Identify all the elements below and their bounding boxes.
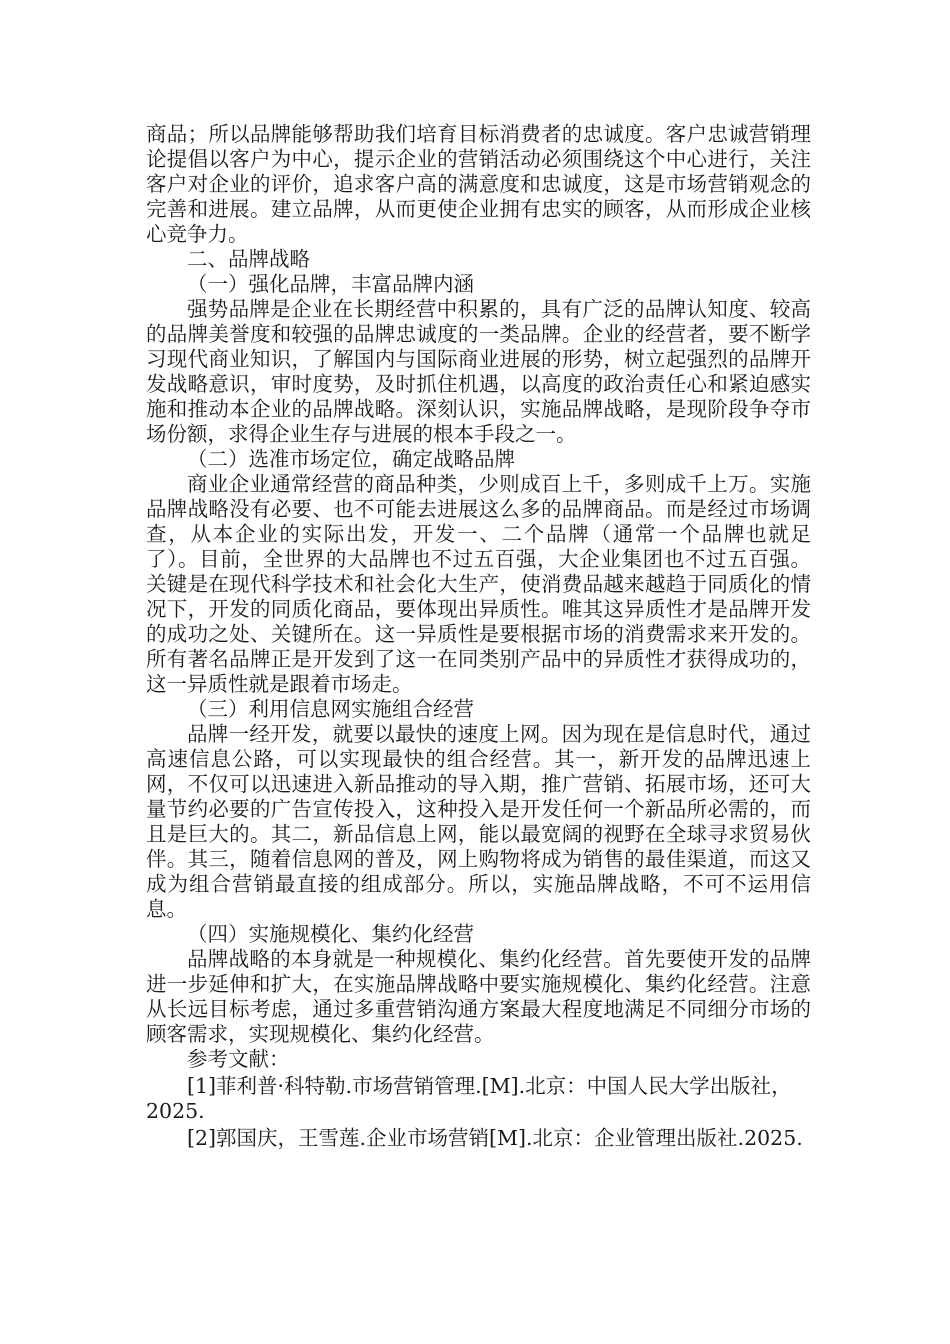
subsection-title-4: （四）实施规模化、集约化经营 (187, 922, 474, 946)
reference-item-2: [2]郭国庆，王雪莲.企业市场营销[M].北京：企业管理出版社.2025. (187, 1126, 803, 1150)
subsection-title-3: （三）利用信息网实施组合经营 (187, 697, 474, 721)
subsection-body-3: 品牌一经开发，就要以最快的速度上网。因为现在是信息时代，通过高速信息公路，可以实现最快的组合经营。其一，新开发的品牌迅速上网，不仅可以迅速进入新品推动的导入期，推广营销、拓展市场，还可大量节约必要的广告宣传投入，这种投入是开发任何一个新品所必需的，而且是巨大的。其二，新品信息上网，能以最宽阔的视野在全球寻求贸易伙伴。其三，随着信息网的普及，网上购物将成为销售的最佳渠道，而这又成为组合营销最直接的组成部分。所以，实施品牌战略，不可不运用信息。 (146, 722, 811, 921)
section-heading: 二、品牌战略 (187, 247, 310, 271)
document-body (146, 122, 811, 1151)
subsection-body-4: 品牌战略的本身就是一种规模化、集约化经营。首先要使开发的品牌进一步延伸和扩大，在实施品牌战略中要实施规模化、集约化经营。注意从长远目标考虑，通过多重营销沟通方案最大程度地满足不同细分市场的顾客需求，实现规模化、集约化经营。 (146, 947, 811, 1046)
reference-item-1: [1]菲利普·科特勒.市场营销管理.[M].北京：中国人民大学出版社，2025. (146, 1074, 792, 1123)
subsection-title-2: （二）选准市场定位，确定战略品牌 (187, 447, 515, 471)
subsection-body-1: 强势品牌是企业在长期经营中积累的，具有广泛的品牌认知度、较高的品牌美誉度和较强的品牌忠诚度的一类品牌。企业的经营者，要不断学习现代商业知识，了解国内与国际商业进展的形势，树立起强烈的品牌开发战略意识，审时度势，及时抓住机遇，以高度的政治责任心和紧迫感实施和推动本企业的品牌战略。深刻认识，实施品牌战略，是现阶段争夺市场份额，求得企业生存与进展的根本手段之一。 (146, 297, 811, 446)
subsection-body-2: 商业企业通常经营的商品种类，少则成百上千，多则成千上万。实施品牌战略没有必要、也不可能去进展这么多的品牌商品。而是经过市场调查，从本企业的实际出发，开发一、二个品牌（通常一个品牌也就足了）。目前，全世界的大品牌也不过五百强，大企业集团也不过五百强。关键是在现代科学技术和社会化大生产，使消费品越来越趋于同质化的情况下，开发的同质化商品，要体现出异质性。唯其这异质性才是品牌开发的成功之处、关键所在。这一异质性是要根据市场的消费需求来开发的。所有著名品牌正是开发到了这一在同类别产品中的异质性才获得成功的，这一异质性就是跟着市场走。 (146, 472, 811, 696)
intro-paragraph: 商品；所以品牌能够帮助我们培育目标消费者的忠诚度。客户忠诚营销理论提倡以客户为中心，提示企业的营销活动必须围绕这个中心进行，关注客户对企业的评价，追求客户高的满意度和忠诚度，这是市场营销观念的完善和进展。建立品牌，从而更使企业拥有忠实的顾客，从而形成企业核心竞争力。 (146, 122, 811, 246)
subsection-title-1: （一）强化品牌，丰富品牌内涵 (187, 272, 474, 296)
references-label: 参考文献： (187, 1047, 290, 1071)
